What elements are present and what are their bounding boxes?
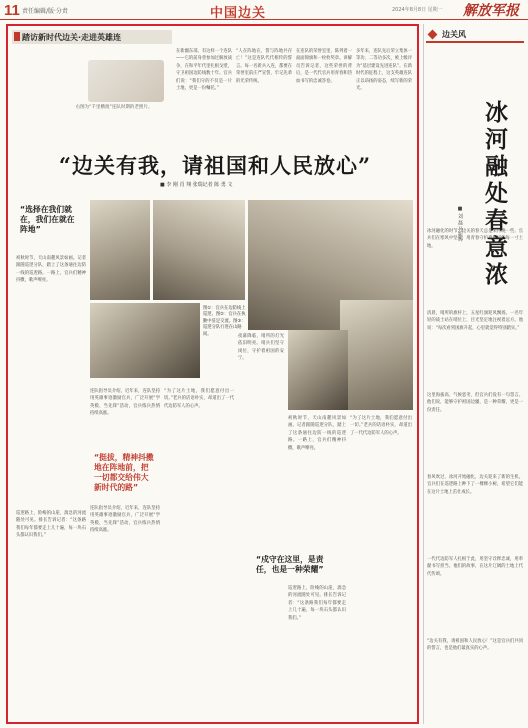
body-column: 初秋时节，天山南麓风景如画。记者跟随巡逻分队，踏上了这条通往边防一线的巡逻路。一路上，官兵们精神抖擞，歌声嘹亮。 — [16, 256, 86, 284]
issue-date: 2024年8月8日 星期一 — [392, 7, 443, 13]
subhead-quote: “戍守在这里，是责任，也是一种荣耀” — [256, 555, 324, 574]
body-column: 连队指导员介绍，近年来，连队坚持用英雄事迹激励官兵，广泛开展“学英模、当先锋”活动，官兵练兵热情持续高涨。 — [90, 506, 160, 534]
newspaper-logo: 解放军报 — [463, 3, 519, 19]
column-divider — [423, 24, 424, 724]
diamond-icon — [428, 30, 438, 40]
right-column-title: 冰河融处春意浓 — [481, 100, 508, 289]
masthead — [0, 0, 528, 20]
photo-5 — [340, 300, 413, 410]
body-column: 初秋时节，天山南麓风景如画。记者跟随巡逻分队，踏上了这条通往边防一线的巡逻路。一路上，官兵们精神抖擞，歌声嘹亮。 — [288, 416, 346, 451]
page-title: 中国边关 — [210, 6, 267, 21]
photo-2 — [153, 200, 245, 300]
photo-3 — [90, 303, 200, 378]
body-column: 连队指导员介绍，近年来，连队坚持用英雄事迹激励官兵，广泛开展“学英模、当先锋”活动，官兵练兵热情持续高涨。 — [90, 389, 160, 417]
right-column-header: 边关风 — [426, 27, 524, 43]
right-paragraph: 一代代边防军人扎根于此，用坚守诠释忠诚，用奉献书写担当。他们的故事，在这片辽阔的土地上代代传颂。 — [427, 557, 523, 577]
subhead-quote: “挺拔，精神抖擞地在阵地前，把一切都交给伟大新时代的路” — [94, 453, 154, 492]
right-column-author: ■ 刘 磊 孙振辉 — [457, 206, 463, 242]
headline: “边关有我，请祖国和人民放心” — [58, 153, 372, 178]
banner-marker-icon — [14, 32, 20, 41]
section-label: 责任编辑/版·分责 — [22, 8, 68, 15]
intro-column: “人在阵地在，誓与阵地共存亡！”这是连队代代相传的誓言。每一名新兵入连，都要在荣誉室前庄严宣誓，牢记先辈的光荣传统。 — [236, 49, 292, 84]
right-paragraph: 这里海拔高、气候恶劣，但官兵们没有一句怨言。他们说，能够守护祖国边疆，是一种荣耀，更是一份责任。 — [427, 393, 523, 413]
intro-column: 在连队的荣誉室里，陈列着一面面锦旗和一枚枚奖章。讲解员告诉记者，这些荣誉的背后，是一代代官兵用青春和热血书写的忠诚答卷。 — [296, 49, 352, 84]
column-banner: 踏访新时代边关·走进英雄连 — [12, 30, 172, 44]
body-column: 夜幕降临，哨所的灯光依旧明亮。哨兵们坚守岗位，守护着祖国的安宁。 — [238, 334, 284, 362]
archive-photo — [88, 60, 164, 102]
body-column: “为了这片土地，我们愿意付出一切。”老兵的话语朴实，却道出了一代代边防军人的心声。 — [164, 389, 234, 409]
archive-photo-caption: 右图为“千里横渡”连队时期的老照片。 — [75, 105, 153, 110]
photo-1 — [90, 200, 150, 300]
subhead-quote: “选择在我们就在，我们在就在阵地” — [20, 205, 75, 234]
page-number: 11 — [4, 2, 20, 19]
right-paragraph: 清晨，哨所的旗杆上，五星红旗迎风飘扬。一名年轻的战士站在哨位上，目光坚定地注视着远方。他说：“每次看到国旗升起，心里就觉得特别踏实。” — [427, 311, 523, 331]
photo-caption: 图①：官兵在边防线上巡逻。图②：官兵在执勤中驻足交流。图③：巡逻分队行进在山路间。 — [203, 306, 246, 337]
right-paragraph: “边关有我，请祖国和人民放心！”这是官兵们共同的誓言，也是他们最真实的心声。 — [427, 639, 523, 652]
photo-6 — [288, 330, 348, 410]
byline: ■ 李 刚 肖 翔 张瑞记者 陈 勇 文 — [160, 182, 233, 188]
body-column: 巡逻路上，险峻的山崖、湍急的河流随处可见。排长告诉记者：“这条路我们每年都要走上几十遍，每一块石头都认识我们。” — [288, 586, 346, 621]
body-column: “为了这片土地，我们愿意付出一切。”老兵的话语朴实，却道出了一代代边防军人的心声。 — [350, 416, 412, 436]
intro-column: 多年来，连队先后荣立集体一等功、二等功多次，被上级评为“基层建设先进连队”。在新时代的征程上，这支英雄连队正以昂扬的姿态，续写新的荣光。 — [356, 49, 412, 92]
right-paragraph: 冰河融化的时节，边关的春天总是来得晚一些。官兵们在寒风中坚守，用青春守护着祖国的每一寸土地。 — [427, 229, 523, 249]
body-column: 巡逻路上，险峻的山崖、湍急的河流随处可见。排长告诉记者：“这条路我们每年都要走上几十遍，每一块石头都认识我们。” — [16, 511, 86, 539]
right-paragraph: 春风吹过，冰河开始融化，边关迎来了新的生机。官兵们在巡逻路上种下了一棵棵小树，希望它们能在这片土地上茁壮成长。 — [427, 475, 523, 495]
intro-column: 在新疆东部，有这样一个连队——它的前身曾参加过解放战争，在和平年代里扎根戈壁，守卫祖国边防线数十年。官兵们说：“我们守的不仅是一片土地，更是一份嘱托。” — [176, 49, 232, 92]
